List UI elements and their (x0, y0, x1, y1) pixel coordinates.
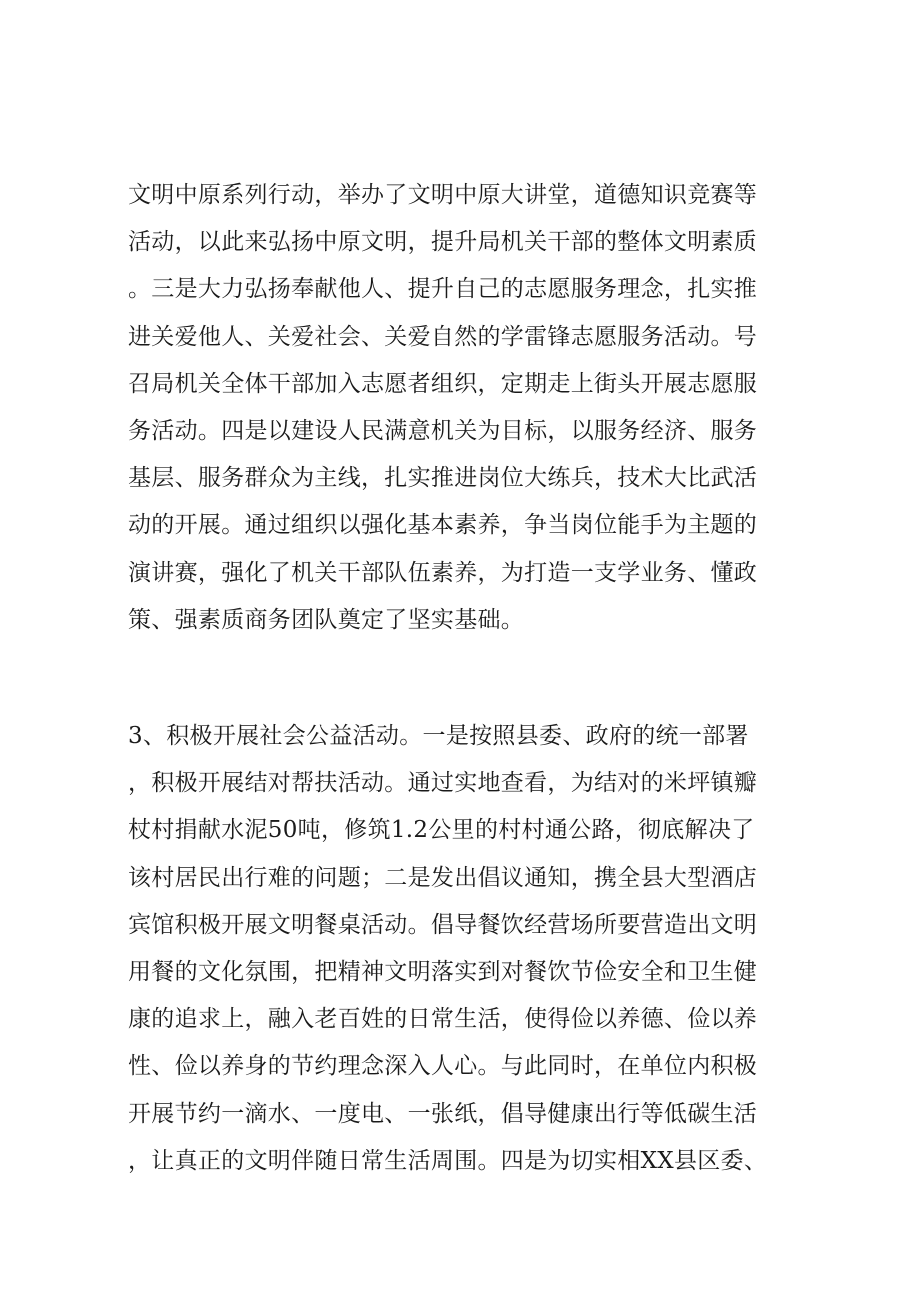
text-line: 召局机关全体干部加入志愿者组织，定期走上街头开展志愿服 (128, 370, 758, 397)
text-line: 开展节约一滴水、一度电、一张纸，倡导健康出行等低碳生活 (128, 1100, 758, 1127)
text-line: 基层、服务群众为主线，扎实推进岗位大练兵，技术大比武活 (128, 465, 758, 492)
text-line: 。三是大力弘扬奉献他人、提升自己的志愿服务理念，扎实推 (128, 276, 758, 303)
text-line: 用餐的文化氛围，把精神文明落实到对餐饮节俭安全和卫生健 (128, 958, 758, 985)
text-line: 务活动。四是以建设人民满意机关为目标，以服务经济、服务 (128, 417, 758, 444)
text-line: 策、强素质商务团队奠定了坚实基础。 (128, 606, 525, 633)
paragraph-1 (128, 172, 808, 644)
text-line: 杖村捐献水泥50吨，修筑1.2公里的村村通公路，彻底解决了 (128, 817, 755, 844)
text-line: 文明中原系列行动，举办了文明中原大讲堂，道德知识竞赛等 (128, 182, 758, 208)
text-line: 该村居民出行难的问题；二是发出倡议通知，携全县大型酒店 (128, 864, 758, 891)
text-line: ，让真正的文明伴随日常生活周围。四是为切实相XX县区委、 (128, 1147, 768, 1174)
text-line: ，积极开展结对帮扶活动。通过实地查看，为结对的米坪镇瓣 (128, 770, 758, 797)
text-line: 3、积极开展社会公益活动。一是按照县委、政府的统一部署 (128, 723, 749, 749)
text-line: 性、俭以养身的节约理念深入人心。与此同时，在单位内积极 (128, 1053, 758, 1080)
text-line: 动的开展。通过组织以强化基本素养，争当岗位能手为主题的 (128, 512, 758, 539)
text-line: 演讲赛，强化了机关干部队伍素养，为打造一支学业务、懂政 (128, 559, 758, 586)
text-line: 活动，以此来弘扬中原文明，提升局机关干部的整体文明素质 (128, 229, 758, 256)
text-line: 康的追求上，融入老百姓的日常生活，使得俭以养德、俭以养 (128, 1006, 758, 1033)
text-line: 宾馆积极开展文明餐桌活动。倡导餐饮经营场所要营造出文明 (128, 911, 758, 938)
text-line: 进关爱他人、关爱社会、关爱自然的学雷锋志愿服务活动。号 (128, 323, 758, 350)
paragraph-2 (128, 713, 808, 1185)
